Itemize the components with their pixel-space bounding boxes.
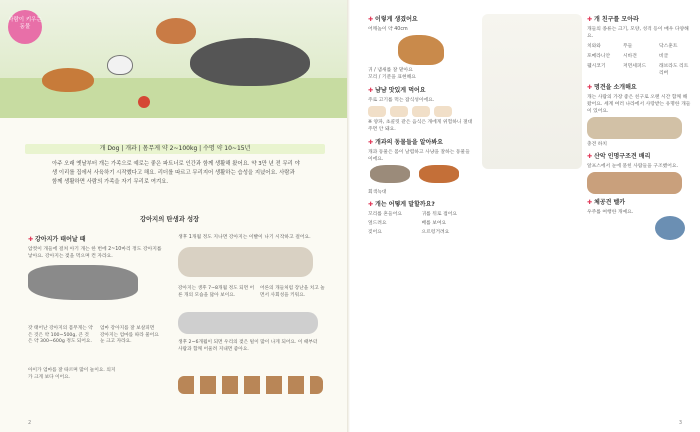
food-veg [412, 106, 430, 117]
right-page [350, 0, 700, 432]
communication-item-5: 짖어요 [368, 230, 382, 235]
fox-illustration [419, 165, 459, 183]
growth-caption-2: 어른의 개들처럼 장난을 치고 놀면서 사회성을 키워요. [260, 286, 325, 298]
beagle-illustration [156, 18, 196, 44]
rescue-dog-text: 알프스에서 눈에 묻힌 사람들을 구조했어요. [587, 164, 679, 169]
communication-item-6: 으르렁거려요 [421, 230, 450, 235]
famous-dog-illustration [587, 117, 682, 139]
breed-2: 푸들 [623, 44, 633, 49]
communication-grid [368, 211, 473, 236]
birth-section [28, 234, 163, 414]
breed-7: 웰시코기 [587, 64, 606, 69]
eating-title: ✚ 냠냠 맛있게 먹어요 [368, 87, 426, 94]
birth-caption-3: 아이가 엄마를 잘 따르며 많이 놀이요. 의지가 크게 보다 이어요. [28, 368, 116, 380]
communication-item-1: 꼬리를 흔들어요 [368, 212, 402, 217]
puppy-group-illustration [178, 247, 313, 277]
food-meat [368, 106, 386, 117]
shepherd-illustration [190, 38, 310, 86]
growth-text: 생후 1개월 정도 지나면 강아지는 이빨이 나기 시작하고 걸어요. [178, 235, 311, 240]
birth-caption-1: 갓 태어난 강아지의 몸무게는 약 은 것은 약 100~500g, 큰 것은 약 300~600g 정도 되어요. [28, 326, 93, 344]
appearance-label-2: 꼬리 / 기분을 표현해요 [368, 75, 416, 80]
canid-title: ✚ 개과의 동물들을 알아봐요 [368, 139, 443, 146]
birth-section-text: 암컷이 개들에 걸쳐 아기 개는 한 번에 2~10마리 정도 강아지를 낳아요. 강아지는 젖을 먹으며 컨 자라요. [28, 247, 162, 259]
puppy-illustration [107, 55, 133, 75]
ball-illustration [138, 96, 150, 108]
appearance-size: 어깨높이 약 40cm [368, 27, 408, 32]
breed-1: 치와와 [587, 44, 601, 49]
breed-5: 시바견 [623, 54, 637, 59]
eating-note: ※ 양파, 초콜릿 같은 음식은 개에게 위험하니 절대 주면 안 돼요. [368, 120, 473, 132]
breed-9: 래브라도 리트리버 [659, 64, 689, 76]
species-info-bar: 개 Dog | 개과 | 몸무게 약 2~100kg | 수명 약 10~15년 [25, 144, 325, 154]
appearance-label-1: 귀 / 냄새를 잘 맡아요 [368, 68, 413, 73]
famous-dogs-text: 개는 사람의 가장 좋은 친구로 오랜 시간 함께 해 왔어요. 세계 여러 나라에서 사랑받는 유명한 개들이 있어요. [587, 95, 691, 114]
category-badge: 사람이 키우는 동물 [8, 10, 42, 44]
right-column-2 [482, 14, 582, 424]
canid-name-1: 회색늑대 [368, 190, 387, 195]
birth-growth-title: 강아지의 탄생과 성장 [140, 216, 200, 223]
space-dog-illustration [655, 216, 685, 240]
wolf-illustration [370, 165, 410, 183]
brown-dog-illustration [42, 68, 94, 92]
breed-3: 닥스훈트 [659, 44, 678, 49]
mother-dog-illustration [28, 265, 138, 300]
food-fish [390, 106, 408, 117]
breed-grid [587, 43, 692, 77]
growth-section [178, 234, 328, 414]
breed-title: ✚ 개 친구를 모아라 [587, 16, 639, 23]
communication-item-2: 귀를 뒤로 접어요 [421, 212, 457, 217]
birth-section-title: ✚ 강아지가 태어날 때 [28, 236, 86, 243]
breed-text: 개들의 종류는 크기, 모양, 성격 등이 매우 다양해요. [587, 27, 689, 39]
eating-text: 주로 고기를 먹는 잡식성이에요. [368, 98, 435, 103]
appearance-title: ✚ 이렇게 생겼어요 [368, 16, 418, 23]
playing-puppies-illustration [178, 312, 318, 334]
puppy-row-illustration [178, 376, 323, 394]
rescue-dog-title: ✚ 산악 인명구조견 배리 [587, 153, 651, 160]
communication-title: ✚ 개는 어떻게 말할까요? [368, 201, 435, 208]
breed-8: 저먼셰퍼드 [623, 64, 647, 69]
intro-paragraph: 아주 오래 옛날부터 개는 가족으로 예로는 좋은 파트너로 인간과 함께 생활해 왔어요. 약 3만 년 전 무리 야생 이리를 집에서 사육하기 시작했다고 해요. 리더를 따르고 무리지어 생활하는 습성을 지녔어요. 사람과 함께 생활하면 사람의 가족을 자기 무리로 여겨요. [52, 161, 300, 185]
space-dog-title: ✚ 체공견 벨카 [587, 199, 626, 206]
right-column-1 [368, 14, 473, 424]
communication-item-4: 배를 보여요 [421, 221, 447, 226]
right-column-3 [587, 14, 692, 424]
breed-4: 포메라니안 [587, 54, 611, 59]
canid-text: 개과 동물은 몸이 날렵하고 사냥을 잘하는 동물들이에요. [368, 150, 470, 162]
dog-illustration-scene [0, 0, 350, 118]
birth-caption-2: 엄마 강아지를 잘 보살피면 강아지는 엄마를 따라 물어요 눈 크고 자라요. [100, 326, 159, 344]
shiba-illustration [398, 35, 444, 65]
breed-6: 비글 [659, 54, 669, 59]
famous-dogs-title: ✚ 명견을 소개해요 [587, 84, 637, 91]
growth-caption-1: 강아지는 생후 7~8개월 정도 되면 어른 개의 모습을 닮아 보이요. [178, 286, 255, 298]
right-page-number: 3 [678, 420, 682, 426]
left-page-number: 2 [28, 420, 32, 426]
space-dog-text: 우주를 여행한 개예요. [587, 210, 634, 215]
growth-caption-3: 생후 2~6개월이 되면 우리의 젖은 털이 많이 나게 되어요. 이 때부터 사람과 함께 어울려 지내면 좋아요. [178, 340, 318, 352]
food-grain [434, 106, 452, 117]
communication-item-3: 엎드려요 [368, 221, 387, 226]
famous-dog-caption: 충견 하치 [587, 142, 608, 147]
rescue-dog-illustration [587, 172, 682, 194]
food-row [368, 106, 473, 117]
tree-illustration [482, 14, 582, 169]
